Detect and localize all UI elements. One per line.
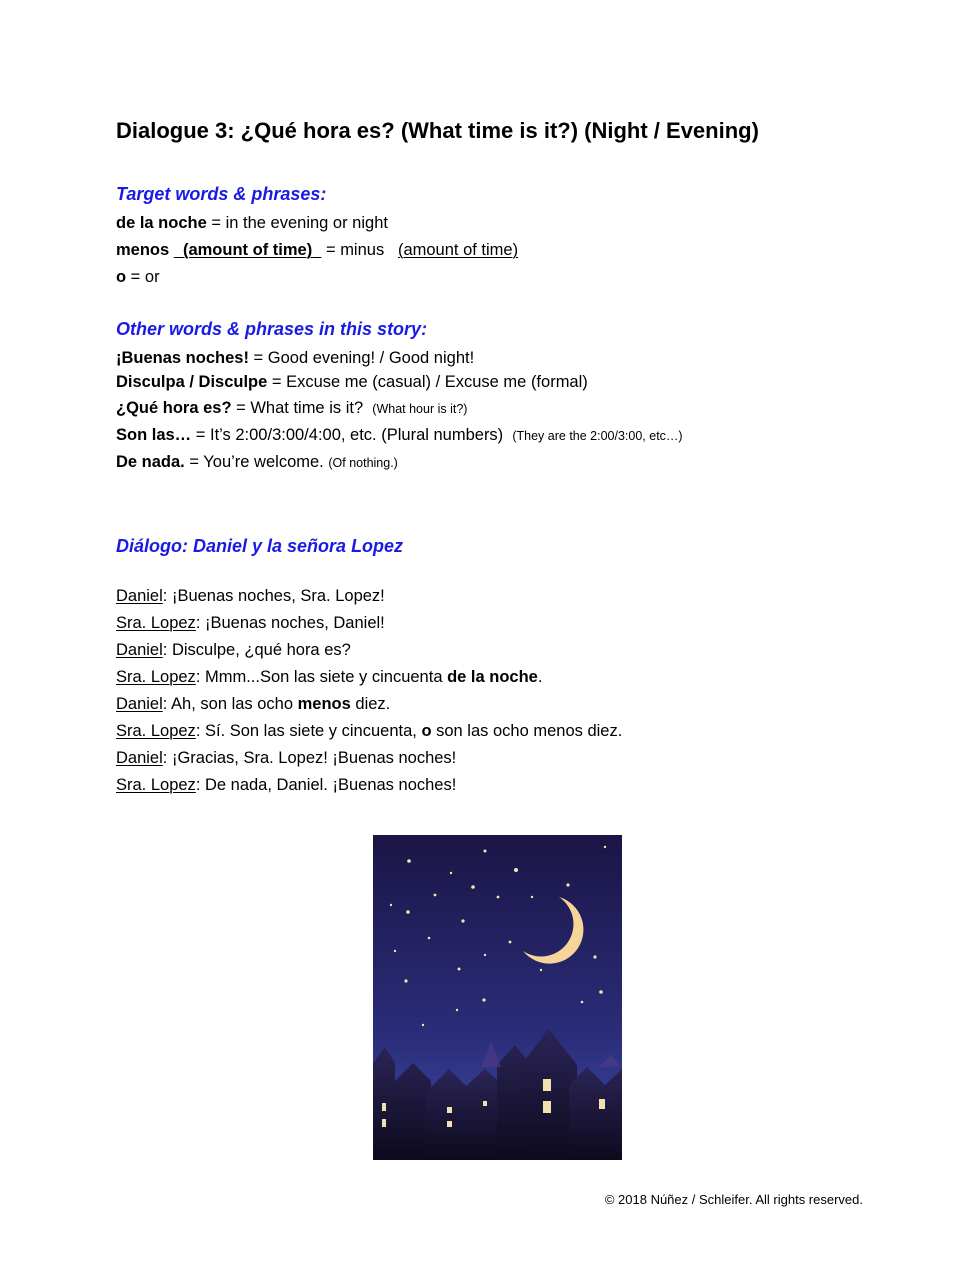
night-sky-town-icon (373, 835, 622, 1160)
dialogue-line: Daniel: Disculpe, ¿qué hora es? (116, 641, 351, 659)
term: de la noche (116, 214, 207, 232)
dialogue-line: Daniel: ¡Buenas noches, Sra. Lopez! (116, 587, 385, 605)
speaker: Daniel (116, 695, 163, 713)
dialogue-line: Sra. Lopez: Mmm...Son las siete y cincuenta de la noche. (116, 668, 543, 686)
dialogue-heading: Diálogo: Daniel y la señora Lopez (116, 536, 404, 556)
copyright: © 2018 Núñez / Schleifer. All rights reserved. (604, 1192, 863, 1207)
blank: (amount of time) (182, 241, 313, 259)
term: menos (116, 241, 170, 259)
other-heading: Other words & phrases in this story: (116, 319, 428, 339)
page-title: Dialogue 3: ¿Qué hora es? (What time is it?) (Night / Evening) (116, 118, 759, 143)
target-heading: Target words & phrases: (116, 184, 327, 204)
speaker: Sra. Lopez (116, 614, 196, 632)
target-item: menos (amount of time) = minus (amount of time) (116, 241, 519, 259)
target-item: de la noche = in the evening or night (116, 214, 388, 232)
speaker: Sra. Lopez (116, 722, 196, 740)
dialogue-line: Daniel: Ah, son las ocho menos diez. (116, 695, 391, 713)
speaker: Sra. Lopez (116, 776, 196, 794)
target-item: o = or (116, 268, 160, 286)
term: o (116, 268, 127, 286)
speaker: Sra. Lopez (116, 668, 196, 686)
other-item: Disculpa / Disculpe = Excuse me (casual) / Excuse me (formal) (116, 373, 588, 391)
other-item: ¿Qué hora es? = What time is it? (What hour is it?) (116, 399, 468, 417)
dialogue-line: Daniel: ¡Gracias, Sra. Lopez! ¡Buenas noches! (116, 749, 457, 767)
speaker: Daniel (116, 587, 163, 605)
blank: (amount of time) (397, 241, 519, 259)
dialogue-line: Sra. Lopez: De nada, Daniel. ¡Buenas noches! (116, 776, 457, 794)
other-item: Son las… = It’s 2:00/3:00/4:00, etc. (Plural numbers) (They are the 2:00/3:00, etc…) (116, 426, 683, 444)
speaker: Daniel (116, 641, 163, 659)
dialogue-line: Sra. Lopez: ¡Buenas noches, Daniel! (116, 614, 385, 632)
other-item: De nada. = You’re welcome. (Of nothing.) (116, 453, 398, 471)
other-item: ¡Buenas noches! = Good evening! / Good night! (116, 349, 475, 367)
speaker: Daniel (116, 749, 163, 767)
dialogue-line: Sra. Lopez: Sí. Son las siete y cincuenta, o son las ocho menos diez. (116, 722, 623, 740)
